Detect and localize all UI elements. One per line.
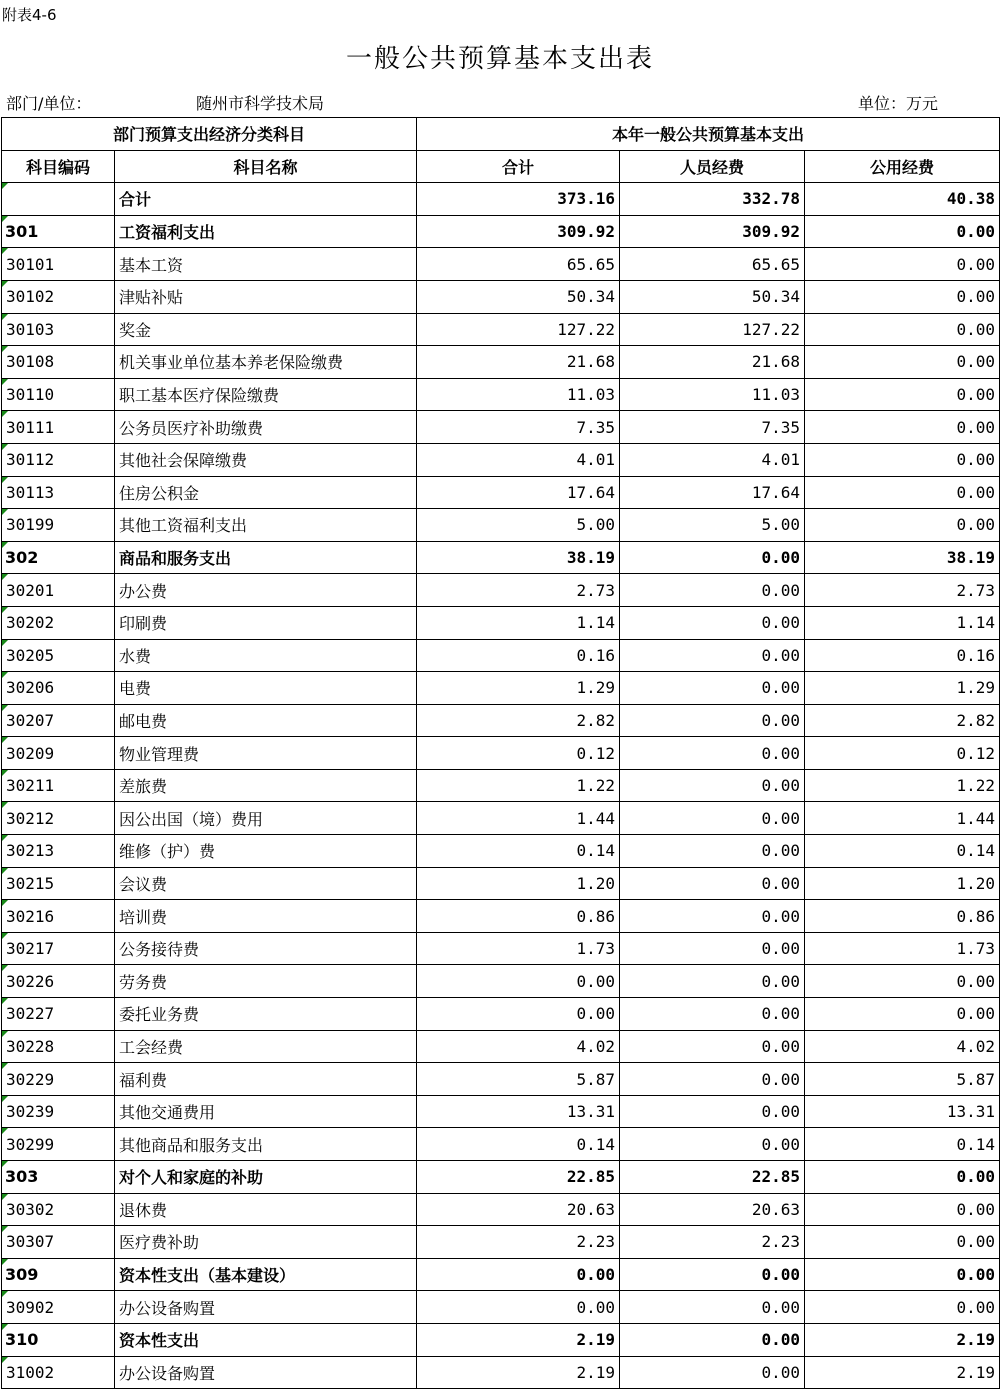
table-row [2,900,1000,933]
personnel-cell: 127.22 [620,313,805,346]
public-cell: 0.00 [805,965,1000,998]
table-row [2,1030,1000,1063]
public-cell: 2.19 [805,1323,1000,1356]
name-cell: 津贴补贴 [115,280,417,313]
public-cell: 0.00 [805,998,1000,1031]
name-cell: 差旅费 [115,769,417,802]
code-cell: 30302 [2,1193,115,1226]
name-cell: 资本性支出 [115,1323,417,1356]
total-name-cell: 合计 [115,183,417,216]
total-cell: 0.12 [417,737,620,770]
public-cell: 2.82 [805,704,1000,737]
public-cell: 4.02 [805,1030,1000,1063]
total-cell: 65.65 [417,248,620,281]
personnel-cell: 0.00 [620,1258,805,1291]
code-cell: 30101 [2,248,115,281]
public-cell: 1.14 [805,606,1000,639]
total-cell: 2.73 [417,574,620,607]
public-cell: 0.00 [805,1161,1000,1194]
table-row [2,867,1000,900]
total-cell: 2.23 [417,1226,620,1259]
code-cell: 30211 [2,769,115,802]
total-cell: 38.19 [417,541,620,574]
public-cell: 0.00 [805,215,1000,248]
table-row [2,346,1000,379]
public-cell: 0.00 [805,1226,1000,1259]
personnel-cell: 0.00 [620,802,805,835]
category-row [2,1258,1000,1291]
category-row [2,541,1000,574]
name-cell: 医疗费补助 [115,1226,417,1259]
total-code-cell [2,183,115,216]
code-cell: 30108 [2,346,115,379]
public-cell: 0.00 [805,378,1000,411]
total-cell: 127.22 [417,313,620,346]
code-cell: 30202 [2,606,115,639]
public-cell: 0.00 [805,346,1000,379]
public-cell: 1.44 [805,802,1000,835]
total-cell: 50.34 [417,280,620,313]
code-cell: 30113 [2,476,115,509]
public-cell: 1.22 [805,769,1000,802]
table-row [2,932,1000,965]
name-cell: 办公设备购置 [115,1356,417,1389]
name-cell: 物业管理费 [115,737,417,770]
table-row [2,1291,1000,1324]
name-cell: 职工基本医疗保险缴费 [115,378,417,411]
personnel-cell: 50.34 [620,280,805,313]
public-cell: 0.00 [805,476,1000,509]
personnel-cell: 7.35 [620,411,805,444]
name-cell: 其他社会保障缴费 [115,443,417,476]
total-cell: 0.00 [417,965,620,998]
name-cell: 工资福利支出 [115,215,417,248]
page-title: 一般公共预算基本支出表 [345,44,654,74]
name-cell: 公务接待费 [115,932,417,965]
name-cell: 福利费 [115,1063,417,1096]
code-cell: 30229 [2,1063,115,1096]
table-row [2,248,1000,281]
total-cell: 0.00 [417,998,620,1031]
column-header-personnel: 人员经费 [620,150,805,183]
code-cell: 30213 [2,835,115,868]
table-row [2,443,1000,476]
code-cell: 30205 [2,639,115,672]
name-cell: 劳务费 [115,965,417,998]
code-cell: 30102 [2,280,115,313]
personnel-cell: 11.03 [620,378,805,411]
total-cell: 1.73 [417,932,620,965]
table-row [2,1356,1000,1389]
public-cell: 0.00 [805,443,1000,476]
total-cell: 0.14 [417,835,620,868]
code-cell: 302 [2,541,115,574]
personnel-cell: 0.00 [620,1291,805,1324]
unit-label: 单位：万元 [858,94,939,113]
name-cell: 基本工资 [115,248,417,281]
personnel-cell: 0.00 [620,1356,805,1389]
total-cell: 13.31 [417,1095,620,1128]
public-cell: 0.00 [805,1258,1000,1291]
personnel-cell: 0.00 [620,704,805,737]
personnel-cell: 22.85 [620,1161,805,1194]
personnel-cell: 0.00 [620,769,805,802]
code-cell: 30111 [2,411,115,444]
name-cell: 其他商品和服务支出 [115,1128,417,1161]
table-row [2,1226,1000,1259]
name-cell: 委托业务费 [115,998,417,1031]
table-row [2,1193,1000,1226]
table-row [2,313,1000,346]
code-cell: 30112 [2,443,115,476]
code-cell: 301 [2,215,115,248]
personnel-cell: 0.00 [620,1063,805,1096]
public-cell: 5.87 [805,1063,1000,1096]
personnel-cell: 0.00 [620,639,805,672]
total-cell: 0.14 [417,1128,620,1161]
personnel-cell: 0.00 [620,1323,805,1356]
total-personnel-cell: 332.78 [620,183,805,216]
personnel-cell: 0.00 [620,737,805,770]
category-row [2,1161,1000,1194]
total-public-cell: 40.38 [805,183,1000,216]
public-cell: 0.16 [805,639,1000,672]
personnel-cell: 0.00 [620,1128,805,1161]
name-cell: 办公费 [115,574,417,607]
name-cell: 退休费 [115,1193,417,1226]
personnel-cell: 2.23 [620,1226,805,1259]
personnel-cell: 0.00 [620,900,805,933]
public-cell: 0.00 [805,509,1000,542]
personnel-cell: 0.00 [620,867,805,900]
name-cell: 机关事业单位基本养老保险缴费 [115,346,417,379]
column-header-name: 科目名称 [115,150,417,183]
personnel-cell: 0.00 [620,1095,805,1128]
table-row [2,1095,1000,1128]
public-cell: 0.86 [805,900,1000,933]
personnel-cell: 17.64 [620,476,805,509]
code-cell: 30207 [2,704,115,737]
table-body [2,183,1000,1389]
personnel-cell: 0.00 [620,965,805,998]
personnel-cell: 65.65 [620,248,805,281]
code-cell: 30228 [2,1030,115,1063]
name-cell: 维修（护）费 [115,835,417,868]
table-row [2,802,1000,835]
personnel-cell: 309.92 [620,215,805,248]
name-cell: 因公出国（境）费用 [115,802,417,835]
name-cell: 会议费 [115,867,417,900]
total-cell: 309.92 [417,215,620,248]
name-cell: 水费 [115,639,417,672]
table-row [2,411,1000,444]
public-cell: 0.00 [805,280,1000,313]
name-cell: 其他工资福利支出 [115,509,417,542]
total-cell: 4.01 [417,443,620,476]
personnel-cell: 0.00 [620,932,805,965]
column-header-code: 科目编码 [2,150,115,183]
table-row [2,965,1000,998]
public-cell: 1.20 [805,867,1000,900]
name-cell: 电费 [115,672,417,705]
public-cell: 13.31 [805,1095,1000,1128]
code-cell: 30307 [2,1226,115,1259]
table-row [2,509,1000,542]
table-row [2,704,1000,737]
department-label: 部门/单位： [6,94,92,113]
name-cell: 住房公积金 [115,476,417,509]
code-cell: 30212 [2,802,115,835]
personnel-cell: 21.68 [620,346,805,379]
name-cell: 奖金 [115,313,417,346]
total-cell: 5.87 [417,1063,620,1096]
code-cell: 30199 [2,509,115,542]
public-cell: 0.00 [805,248,1000,281]
total-cell: 20.63 [417,1193,620,1226]
code-cell: 30215 [2,867,115,900]
total-cell: 7.35 [417,411,620,444]
personnel-cell: 0.00 [620,998,805,1031]
personnel-cell: 0.00 [620,1030,805,1063]
personnel-cell: 0.00 [620,606,805,639]
total-row [2,183,1000,216]
total-cell: 22.85 [417,1161,620,1194]
category-row [2,1323,1000,1356]
total-cell: 2.82 [417,704,620,737]
public-cell: 0.00 [805,313,1000,346]
personnel-cell: 0.00 [620,574,805,607]
public-cell: 0.14 [805,1128,1000,1161]
category-row [2,215,1000,248]
total-cell: 5.00 [417,509,620,542]
personnel-cell: 4.01 [620,443,805,476]
public-cell: 2.73 [805,574,1000,607]
total-cell: 1.44 [417,802,620,835]
public-cell: 0.00 [805,1291,1000,1324]
code-cell: 30902 [2,1291,115,1324]
table-row [2,378,1000,411]
total-cell: 11.03 [417,378,620,411]
total-cell: 0.16 [417,639,620,672]
code-cell: 30226 [2,965,115,998]
column-header-public: 公用经费 [805,150,1000,183]
public-cell: 0.00 [805,1193,1000,1226]
group-header-classification: 部门预算支出经济分类科目 [2,118,417,151]
total-cell: 1.14 [417,606,620,639]
public-cell: 1.73 [805,932,1000,965]
total-cell: 1.29 [417,672,620,705]
public-cell: 38.19 [805,541,1000,574]
total-cell: 1.20 [417,867,620,900]
name-cell: 公务员医疗补助缴费 [115,411,417,444]
total-cell: 2.19 [417,1323,620,1356]
name-cell: 工会经费 [115,1030,417,1063]
code-cell: 309 [2,1258,115,1291]
table-row [2,639,1000,672]
department-name: 随州市科学技术局 [196,94,325,113]
total-cell: 0.86 [417,900,620,933]
name-cell: 商品和服务支出 [115,541,417,574]
public-cell: 0.12 [805,737,1000,770]
column-header-total: 合计 [417,150,620,183]
code-cell: 30110 [2,378,115,411]
table-row [2,606,1000,639]
appendix-note: 附表4-6 [2,6,57,24]
table-row [2,835,1000,868]
code-cell: 30206 [2,672,115,705]
code-cell: 31002 [2,1356,115,1389]
total-cell: 2.19 [417,1356,620,1389]
total-cell: 4.02 [417,1030,620,1063]
code-cell: 30217 [2,932,115,965]
table-row [2,574,1000,607]
public-cell: 2.19 [805,1356,1000,1389]
total-cell: 1.22 [417,769,620,802]
name-cell: 邮电费 [115,704,417,737]
total-cell: 0.00 [417,1258,620,1291]
personnel-cell: 0.00 [620,835,805,868]
table-row [2,998,1000,1031]
personnel-cell: 5.00 [620,509,805,542]
name-cell: 培训费 [115,900,417,933]
total-cell: 21.68 [417,346,620,379]
personnel-cell: 0.00 [620,541,805,574]
name-cell: 资本性支出（基本建设） [115,1258,417,1291]
table-row [2,737,1000,770]
group-header-expenditure: 本年一般公共预算基本支出 [417,118,1000,151]
name-cell: 对个人和家庭的补助 [115,1161,417,1194]
table-row [2,476,1000,509]
table-row [2,280,1000,313]
total-cell: 0.00 [417,1291,620,1324]
code-cell: 303 [2,1161,115,1194]
public-cell: 0.00 [805,411,1000,444]
name-cell: 印刷费 [115,606,417,639]
public-cell: 0.14 [805,835,1000,868]
code-cell: 30239 [2,1095,115,1128]
table-row [2,769,1000,802]
total-cell: 17.64 [417,476,620,509]
code-cell: 30103 [2,313,115,346]
code-cell: 30209 [2,737,115,770]
name-cell: 办公设备购置 [115,1291,417,1324]
table-row [2,1128,1000,1161]
table-row [2,672,1000,705]
code-cell: 30299 [2,1128,115,1161]
public-cell: 1.29 [805,672,1000,705]
code-cell: 30201 [2,574,115,607]
budget-table [1,117,1000,1389]
personnel-cell: 0.00 [620,672,805,705]
code-cell: 310 [2,1323,115,1356]
total-sum-cell: 373.16 [417,183,620,216]
code-cell: 30216 [2,900,115,933]
table-row [2,1063,1000,1096]
code-cell: 30227 [2,998,115,1031]
personnel-cell: 20.63 [620,1193,805,1226]
name-cell: 其他交通费用 [115,1095,417,1128]
